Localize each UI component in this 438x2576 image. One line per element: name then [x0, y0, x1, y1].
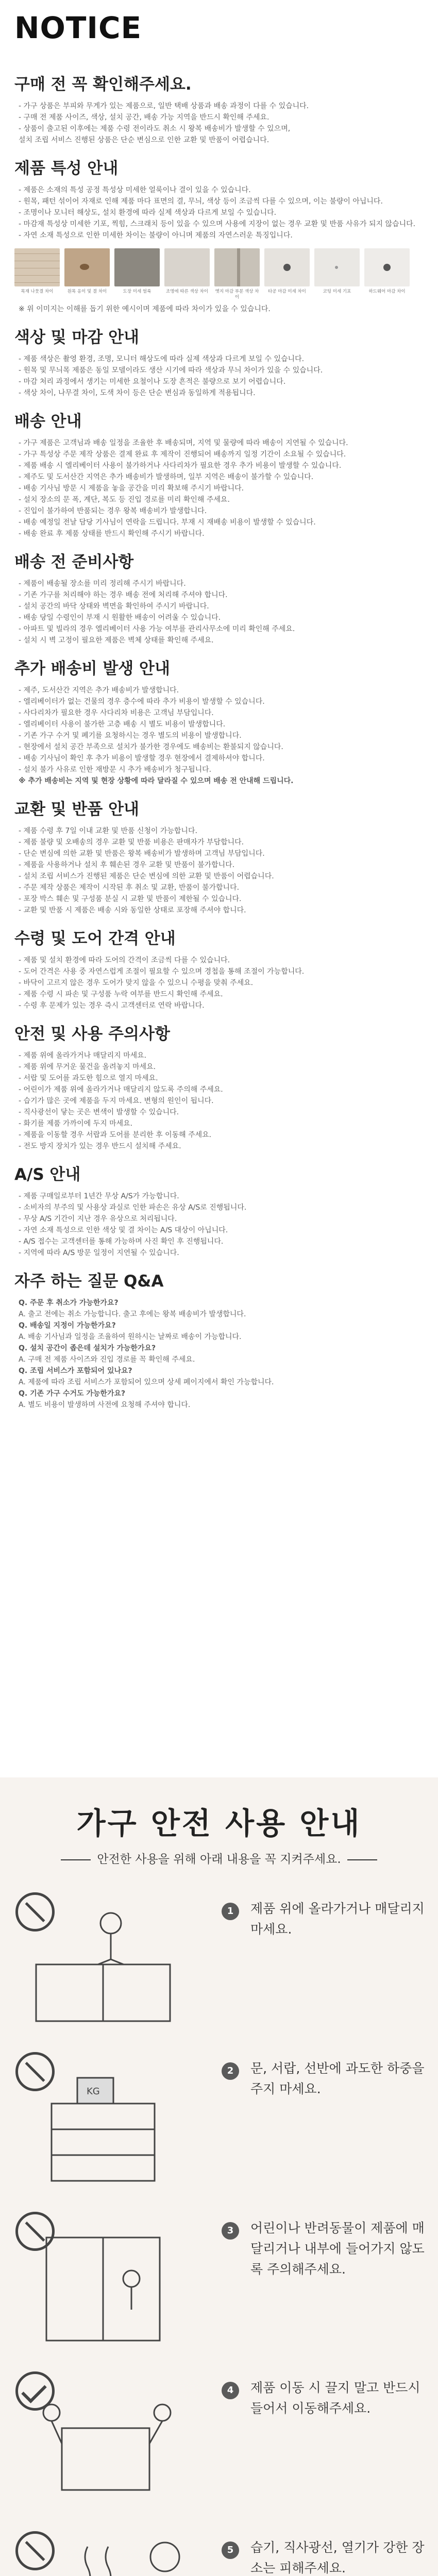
- swatch-caption: 원목 옹이 및 결 차이: [67, 289, 107, 294]
- notice-line: - 배송 완료 후 제품 상태를 반드시 확인해 주시기 바랍니다.: [19, 530, 205, 538]
- section-heading: 자주 하는 질문 Q&A: [14, 1272, 164, 1291]
- item-text: 어린이나 반려동물이 제품에 매달리거나 내부에 들어가지 않도록 주의해주세요.: [250, 2221, 425, 2277]
- swatch-note: ※ 위 이미지는 이해를 돕기 위한 예시이며 제품에 따라 차이가 있을 수 있습니다.: [19, 305, 271, 313]
- guide-item: [0, 2207, 438, 2366]
- swatch: [364, 248, 410, 300]
- notice-line: - 수령 후 문제가 있는 경우 즉시 고객센터로 연락 바랍니다.: [19, 1002, 205, 1010]
- notice-line: - 제품을 사용하거나 설치 후 훼손된 경우 교환 및 반품이 불가합니다.: [19, 861, 235, 869]
- notice-line: - 기존 가구를 처리해야 하는 경우 배송 전에 처리해 주셔야 합니다.: [19, 591, 228, 599]
- notice-line: - 자연 소재 특성으로 인한 색상 및 결 차이는 A/S 대상이 아닙니다.: [19, 1226, 228, 1234]
- faq-answer: A. 제품에 따라 조립 서비스가 포함되어 있으며 상세 페이지에서 확인 가능합니다.: [19, 1378, 274, 1386]
- notice-line: - 교환 및 반품 시 제품은 배송 시와 동일한 상태로 포장해 주셔야 합니다.: [19, 906, 246, 914]
- faq-list: [14, 1297, 424, 1411]
- section-extra-fee: [14, 655, 424, 787]
- faq-question: Q. 기존 가구 수거도 가능한가요?: [19, 1389, 126, 1398]
- notice-line: - 배송 예정일 전날 담당 기사님이 연락을 드립니다. 부재 시 재배송 비용이 발생할 수 있습니다.: [19, 518, 316, 527]
- swatch-image: [364, 248, 410, 286]
- notice-line: - 제품 위에 올라가거나 매달리지 마세요.: [19, 1052, 147, 1060]
- swatch-image: [214, 248, 260, 286]
- faq-answer: A. 구매 전 제품 사이즈와 진입 경로를 꼭 확인해 주세요.: [19, 1355, 195, 1364]
- swatch: [64, 248, 110, 300]
- paragraph-list: [14, 1191, 424, 1259]
- swatch: [214, 248, 260, 300]
- guide-item: [0, 2047, 438, 2207]
- prohibited-icon: [15, 2212, 55, 2251]
- extra-fee-warning: ※ 추가 배송비는 지역 및 현장 상황에 따라 달라질 수 있으며 배송 전 안내해 드립니다.: [19, 777, 294, 785]
- notice-line: - 마감 처리 과정에서 생기는 미세한 요철이나 도장 흔적은 불량으로 보기 어렵습니다.: [19, 378, 286, 386]
- section-heading: 배송 전 준비사항: [14, 553, 134, 571]
- swatch: [164, 248, 210, 300]
- section-faq: [14, 1268, 424, 1411]
- swatch-image: [314, 248, 360, 286]
- section-heading: 색상 및 마감 안내: [14, 328, 139, 347]
- notice-line: - 전도 방지 장치가 있는 경우 반드시 설치해 주세요.: [19, 1142, 181, 1150]
- section-as: [14, 1161, 424, 1259]
- section-heading: 교환 및 반품 안내: [14, 800, 139, 819]
- paragraph-list: [14, 685, 424, 775]
- notice-line: - 원목, 패턴 섞이어 자재로 인해 제품 마다 표면의 결, 무늬, 색상 등이 조금씩 다를 수 있으며, 이는 불량이 아닙니다.: [19, 197, 383, 206]
- paragraph-list: [14, 578, 424, 646]
- notice-line: - 포장 박스 훼손 및 구성품 분실 시 교환 및 반품이 제한될 수 있습니다.: [19, 895, 242, 903]
- swatch-caption: 하드웨어 마감 차이: [368, 289, 406, 294]
- notice-line: - 진입이 불가하여 반품되는 경우 왕복 배송비가 발생합니다.: [19, 507, 207, 515]
- section-safety: [14, 1021, 424, 1152]
- notice-line: - A/S 접수는 고객센터를 통해 가능하며 사진 확인 후 진행됩니다.: [19, 1238, 224, 1246]
- item-text: 제품 이동 시 끌지 말고 반드시 들어서 이동해주세요.: [250, 2380, 420, 2416]
- notice-line: - 기존 가구 수거 및 폐기를 요청하시는 경우 별도의 비용이 발생합니다.: [19, 732, 242, 740]
- section-heading: 안전 및 사용 주의사항: [14, 1025, 170, 1043]
- section-receipt-door: [14, 925, 424, 1011]
- swatch-image: [164, 248, 210, 286]
- notice-line: - 가구 특성상 주문 제작 상품은 결제 완료 후 제작이 진행되어 배송까지 일정 기간이 소요될 수 있습니다.: [19, 450, 346, 459]
- item-number: 3: [222, 2222, 239, 2240]
- swatch-caption: 타공 마감 미세 차이: [268, 289, 306, 294]
- notice-line: - 제품 및 설치 환경에 따라 도어의 간격이 조금씩 다를 수 있습니다.: [19, 956, 230, 964]
- notice-line: - 색상 차이, 나무결 차이, 도색 차이 등은 단순 변심과 동일하게 적용됩니다.: [19, 389, 256, 397]
- swatch-caption: 목재 나뭇결 차이: [21, 289, 54, 294]
- paragraph-list: [14, 184, 424, 241]
- notice-line: - 도어 간격은 사용 중 자연스럽게 조절이 필요할 수 있으며 경첩을 통해 조절이 가능합니다.: [19, 968, 305, 976]
- swatch-caption: 도장 미세 얼룩: [123, 289, 151, 294]
- section-exchange-return: [14, 796, 424, 916]
- notice-line: - 지역에 따라 A/S 방문 일정이 지연될 수 있습니다.: [19, 1249, 179, 1257]
- notice-line: - 단순 변심에 의한 교환 및 반품은 왕복 배송비가 발생하며 고객님 부담입니다.: [19, 850, 265, 858]
- paragraph-list: [14, 353, 424, 399]
- notice-line: - 설치 조립 서비스가 진행된 제품은 단순 변심에 의한 교환 및 반품이 어렵습니다.: [19, 872, 274, 880]
- notice-line: - 설치 시 벽 고정이 필요한 제품은 벽체 상태를 확인해 주세요.: [19, 636, 214, 645]
- notice-line: - 설치 장소의 문 폭, 계단, 복도 등 진입 경로를 미리 확인해 주세요.: [19, 496, 230, 504]
- swatch: [314, 248, 360, 300]
- swatch-image: [64, 248, 110, 286]
- notice-line: - 원목 및 무늬목 제품은 동일 모델이라도 생산 시기에 따라 색상과 무늬 차이가 있을 수 있습니다.: [19, 366, 323, 375]
- notice-line: - 무상 A/S 기간이 지난 경우 유상으로 처리됩니다.: [19, 1215, 177, 1223]
- notice-line: - 주문 제작 상품은 제작이 시작된 후 취소 및 교환, 반품이 불가합니다.: [19, 884, 240, 892]
- section-heading: A/S 안내: [14, 1165, 81, 1184]
- notice-line: - 설치 공간의 바닥 상태와 벽면을 확인하여 주시기 바랍니다.: [19, 602, 209, 611]
- section-heading: 추가 배송비 발생 안내: [14, 659, 170, 678]
- item-text: 습기, 직사광선, 열기가 강한 장소는 피해주세요.: [250, 2540, 425, 2575]
- notice-line: - 자연 소재 특성으로 인한 미세한 차이는 불량이 아니며 제품의 자연스러운 특징입니다.: [19, 231, 293, 240]
- swatch-image: [264, 248, 310, 286]
- swatch: [264, 248, 310, 300]
- notice-line: - 배송 당일 수령인이 부재 시 원활한 배송이 어려울 수 있습니다.: [19, 614, 221, 622]
- faq-question: Q. 배송일 지정이 가능한가요?: [19, 1321, 116, 1330]
- guide-subtitle: [0, 1850, 438, 1867]
- notice-line: - 아파트 및 빌라의 경우 엘리베이터 사용 가능 여부를 관리사무소에 미리 확인해 주세요.: [19, 625, 295, 633]
- section-heading: 제품 특성 안내: [14, 159, 119, 178]
- item-number: 4: [222, 2382, 239, 2399]
- item-number: 2: [222, 2062, 239, 2080]
- notice-line: - 제품은 소재의 특성 공정 특성상 미세한 얼룩이나 결이 있을 수 있습니다.: [19, 186, 251, 194]
- prohibited-icon: [15, 2052, 55, 2091]
- paragraph-list: [14, 1050, 424, 1152]
- paragraph-list: [14, 100, 424, 146]
- notice-line: - 상품이 출고된 이후에는 제품 수령 전이라도 취소 시 왕복 배송비가 발생할 수 있으며,: [19, 125, 291, 133]
- notice-line: - 직사광선이 닿는 곳은 변색이 발생할 수 있습니다.: [19, 1108, 179, 1116]
- notice-line: - 사다리차가 필요한 경우 사다리차 비용은 고객님 부담입니다.: [19, 709, 214, 717]
- faq-answer: A. 출고 전에는 취소 가능합니다. 출고 후에는 왕복 배송비가 발생합니다.: [19, 1310, 246, 1318]
- swatch: [114, 248, 160, 300]
- notice-line: - 가구 상품은 부피와 무게가 있는 제품으로, 일반 택배 상품과 배송 과정이 다를 수 있습니다.: [19, 102, 309, 110]
- notice-line: - 소비자의 부주의 및 사용상 과실로 인한 파손은 유상 A/S로 진행됩니다.: [19, 1204, 247, 1212]
- check-icon: [15, 2371, 55, 2411]
- notice-line: - 서랍 및 도어를 과도한 힘으로 열지 마세요.: [19, 1074, 158, 1082]
- prohibited-icon: [15, 2531, 55, 2570]
- item-number: 1: [222, 1903, 239, 1920]
- notice-line: - 화기를 제품 가까이에 두지 마세요.: [19, 1120, 133, 1128]
- notice-title: NOTICE: [14, 10, 142, 45]
- notice-line: - 가구 제품은 고객님과 배송 일정을 조율한 후 배송되며, 지역 및 물량에 따라 배송이 지연될 수 있습니다.: [19, 439, 348, 447]
- notice-line: - 제주도 및 도서산간 지역은 추가 배송비가 발생하며, 일부 지역은 배송이 불가할 수 있습니다.: [19, 473, 314, 481]
- svg-text:KG: KG: [87, 2086, 100, 2097]
- notice-line: 설치 조립 서비스 진행된 상품은 단순 변심으로 인한 교환 및 반품이 어렵습니다.: [19, 136, 269, 144]
- guide-subtitle-text: 안전한 사용을 위해 아래 내용을 꼭 지켜주세요.: [97, 1853, 341, 1866]
- swatch-image: [114, 248, 160, 286]
- item-text: 제품 위에 올라가거나 매달리지 마세요.: [250, 1901, 425, 1937]
- notice-line: - 제품이 배송될 장소를 미리 정리해 주시기 바랍니다.: [19, 580, 186, 588]
- section-purchase-check: [14, 71, 424, 146]
- guide-item: [0, 2526, 438, 2576]
- notice-line: - 설치 불가 사유로 인한 재방문 시 추가 배송비가 청구됩니다.: [19, 766, 212, 774]
- notice-line: - 제품 불량 및 오배송의 경우 교환 및 반품 비용은 판매자가 부담합니다.: [19, 838, 244, 846]
- section-product-characteristics: [14, 155, 424, 315]
- item-text: 문, 서랍, 선반에 과도한 하중을 주지 마세요.: [250, 2061, 425, 2096]
- notice-line: - 배송 기사님 방문 시 제품을 놓을 공간을 미리 확보해 주시기 바랍니다.: [19, 484, 244, 493]
- section-pre-delivery: [14, 549, 424, 646]
- notice-line: - 현장에서 설치 공간 부족으로 설치가 불가한 경우에도 배송비는 환불되지 않습니다.: [19, 743, 283, 751]
- notice-line: - 습기가 많은 곳에 제품을 두지 마세요. 변형의 원인이 됩니다.: [19, 1097, 214, 1105]
- swatch-caption: 엣지 마감 부분 색상 차이: [215, 289, 259, 300]
- notice-line: - 제품을 이동할 경우 서랍과 도어를 분리한 후 이동해 주세요.: [19, 1131, 212, 1139]
- notice-line: - 제품 구매일로부터 1년간 무상 A/S가 가능합니다.: [19, 1192, 179, 1200]
- guide-item: [0, 1887, 438, 2047]
- paragraph-list: [14, 825, 424, 916]
- notice-line: - 엘리베이터 사용이 불가한 고층 배송 시 별도 비용이 발생합니다.: [19, 720, 226, 728]
- section-delivery: [14, 408, 424, 539]
- paragraph-list: [14, 437, 424, 539]
- swatch-row: [14, 248, 424, 300]
- divider: [347, 1859, 377, 1860]
- notice-line: - 제품 배송 시 엘리베이터 사용이 불가하거나 사다리차가 필요한 경우 추가 비용이 발생할 수 있습니다.: [19, 462, 342, 470]
- swatch: [14, 248, 60, 300]
- section-heading: 수령 및 도어 간격 안내: [14, 929, 176, 948]
- notice-line: - 배송 기사님이 확인 후 추가 비용이 발생할 경우 현장에서 결제하셔야 합니다.: [19, 754, 265, 762]
- section-color-finish: [14, 324, 424, 399]
- notice-line: - 제품 수령 후 7일 이내 교환 및 반품 신청이 가능합니다.: [19, 827, 197, 835]
- notice-line: - 구매 전 제품 사이즈, 색상, 설치 공간, 배송 가능 지역을 반드시 확인해 주세요.: [19, 113, 269, 122]
- notice-line: - 엘리베이터가 없는 건물의 경우 층수에 따라 추가 비용이 발생할 수 있습니다.: [19, 698, 265, 706]
- guide-title: 가구 안전 사용 안내: [76, 1806, 362, 1841]
- faq-question: Q. 주문 후 취소가 가능한가요?: [19, 1299, 119, 1307]
- notice-line: - 제품 수령 시 파손 및 구성품 누락 여부를 반드시 확인해 주세요.: [19, 990, 223, 998]
- faq-question: Q. 조립 서비스가 포함되어 있나요?: [19, 1367, 132, 1375]
- guide-item: [0, 2366, 438, 2526]
- prohibited-icon: [15, 1892, 55, 1931]
- swatch-image: [14, 248, 60, 286]
- notice-line: - 바닥이 고르지 않은 경우 도어가 맞지 않을 수 있으니 수평을 맞춰 주세요.: [19, 979, 254, 987]
- safety-guide: [0, 1777, 438, 2576]
- faq-answer: A. 별도 비용이 발생하며 사전에 요청해 주셔야 합니다.: [19, 1401, 191, 1409]
- faq-answer: A. 배송 기사님과 일정을 조율하여 원하시는 날짜로 배송이 가능합니다.: [19, 1333, 242, 1341]
- notice-line: - 마감재 특성상 미세한 기포, 찍힘, 스크래치 등이 있을 수 있으며 사용에 지장이 없는 경우 교환 및 반품 사유가 되지 않습니다.: [19, 220, 416, 228]
- section-heading: 구매 전 꼭 확인해주세요.: [14, 75, 192, 94]
- notice-line: - 어린이가 제품 위에 올라가거나 매달리지 않도록 주의해 주세요.: [19, 1086, 223, 1094]
- swatch-caption: 조명에 따른 색상 차이: [165, 289, 208, 294]
- swatch-caption: 코팅 미세 기포: [323, 289, 351, 294]
- item-number: 5: [222, 2541, 239, 2559]
- paragraph-list: [14, 955, 424, 1011]
- faq-question: Q. 설치 공간이 좁은데 설치가 가능한가요?: [19, 1344, 156, 1352]
- divider: [61, 1859, 91, 1860]
- notice-line: - 제품 색상은 촬영 환경, 조명, 모니터 해상도에 따라 실제 색상과 다르게 보일 수 있습니다.: [19, 355, 305, 363]
- section-heading: 배송 안내: [14, 412, 82, 431]
- notice-line: - 제품 위에 무거운 물건을 올려놓지 마세요.: [19, 1063, 156, 1071]
- notice-line: - 조명이나 모니터 해상도, 설치 환경에 따라 실제 색상과 다르게 보일 수 있습니다.: [19, 209, 277, 217]
- notice-line: - 제주, 도서산간 지역은 추가 배송비가 발생합니다.: [19, 686, 179, 694]
